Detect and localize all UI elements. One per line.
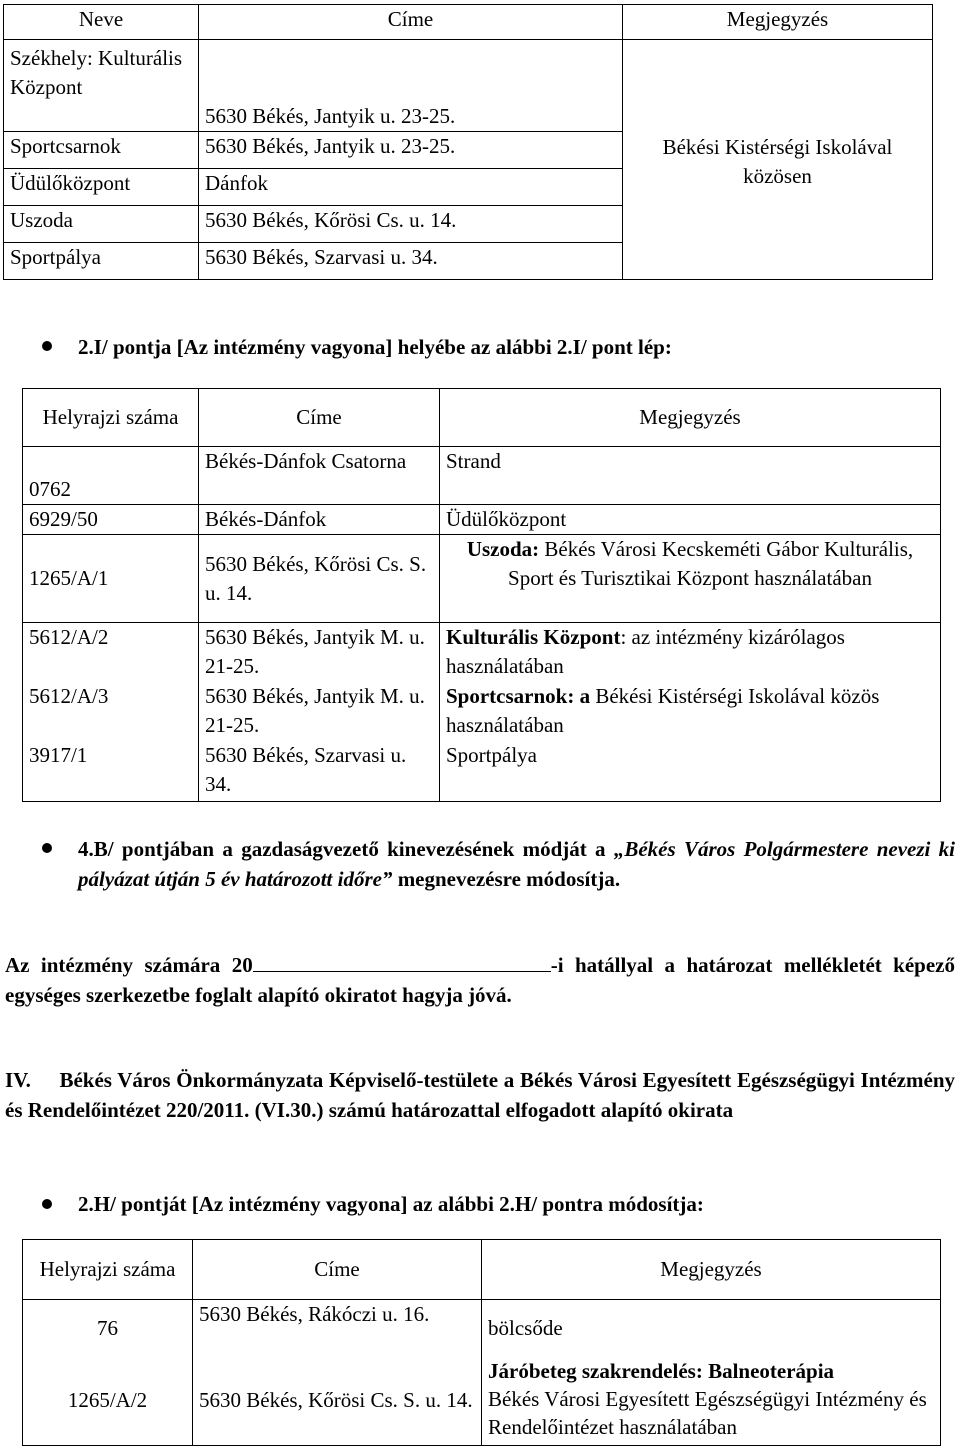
- blank-line: [253, 953, 551, 972]
- approval-paragraph: [5, 950, 955, 1010]
- note-bold: Kulturális Központ: [446, 625, 621, 649]
- bullet-icon: [42, 1199, 52, 1209]
- header-cime: Címe: [193, 1240, 482, 1300]
- row-note: [482, 1357, 941, 1446]
- bullet-text: 2.I/ pontja [Az intézmény vagyona] helyébe az alábbi 2.I/ pont lép:: [78, 335, 672, 359]
- row-note: Üdülőközpont: [440, 505, 941, 535]
- row-name: Sportpálya: [4, 243, 199, 280]
- property-table: [22, 388, 941, 802]
- para-post: -i hatállyal a határozat mellékletét képező egységes szerkezetbe foglalt alapító okiratot hagyja jóvá.: [5, 953, 955, 1007]
- note-bold: Járóbeteg szakrendelés: Balneoterápia: [488, 1358, 835, 1383]
- quoted-text: „Békés Város Polgármestere nevezi ki pályázat útján 5 év határozott időre”: [78, 837, 955, 891]
- row-address: 5630 Békés, Kőrösi Cs. S. u. 14.: [193, 1357, 482, 1446]
- row-note: [440, 535, 941, 623]
- header-cime: Címe: [199, 389, 440, 447]
- row-hrsz: 76: [23, 1300, 193, 1357]
- header-cime: Címe: [199, 5, 623, 40]
- note-bold: Sportcsarnok: a: [446, 683, 591, 708]
- row-hrsz: 6929/50: [23, 505, 199, 535]
- bullet-icon: [42, 843, 52, 853]
- header-helyrajzi: Helyrajzi száma: [23, 389, 199, 447]
- row-address: 5630 Békés, Jantyik u. 23-25.: [199, 132, 623, 169]
- row-note: Strand: [440, 447, 941, 505]
- row-note: Sportpálya: [440, 741, 941, 802]
- row-note: [440, 682, 941, 741]
- note-text: Békés Városi Egyesített Egészségügyi Intézmény és Rendelőintézet használatában: [488, 1386, 927, 1439]
- row-address: 5630 Békés, Kőrösi Cs. S. u. 14.: [199, 535, 440, 623]
- note-text: : az intézmény kizárólagos használatában: [446, 625, 845, 678]
- section-number: IV.: [5, 1068, 31, 1092]
- row-name: Székhely: Kulturális Központ: [4, 40, 199, 132]
- row-hrsz: 1265/A/2: [23, 1357, 193, 1446]
- bullet-text: [78, 834, 955, 894]
- row-address: 5630 Békés, Szarvasi u. 34.: [199, 243, 623, 280]
- row-note: bölcsőde: [482, 1300, 941, 1357]
- row-name: Sportcsarnok: [4, 132, 199, 169]
- row-address: 5630 Békés, Rákóczi u. 16.: [193, 1300, 482, 1357]
- bullet-text-pre: 4.B/ pontjában a gazdaságvezető kinevezésének módját a: [78, 837, 614, 861]
- row-hrsz: 3917/1: [23, 741, 199, 802]
- header-megjegyzes: Megjegyzés: [623, 5, 933, 40]
- bullet-text: 2.H/ pontját [Az intézmény vagyona] az alábbi 2.H/ pontra módosítja:: [78, 1192, 704, 1216]
- section-text: Békés Város Önkormányzata Képviselő-testülete a Békés Városi Egyesített Egészségügyi Intézmény és Rendelőintézet 220/2011. (VI.30.) számú határozattal elfogadott alapító okirata: [5, 1068, 955, 1122]
- section-iv: [5, 1065, 955, 1125]
- facility-table: [3, 4, 933, 280]
- note-text: Békési Kistérségi Iskolával közös használatában: [446, 683, 880, 737]
- row-address: 5630 Békés, Jantyik M. u. 21-25.: [199, 682, 440, 741]
- row-address: Békés-Dánfok Csatorna: [199, 447, 440, 505]
- note-bold: Uszoda:: [466, 537, 540, 561]
- row-hrsz: 5612/A/3: [23, 682, 199, 741]
- header-megjegyzes: Megjegyzés: [482, 1240, 941, 1300]
- row-note: [440, 623, 941, 682]
- row-hrsz: 1265/A/1: [23, 535, 199, 623]
- row-address: Békés-Dánfok: [199, 505, 440, 535]
- para-pre: Az intézmény számára 20: [5, 953, 253, 977]
- row-name: Üdülőközpont: [4, 169, 199, 206]
- bullet-icon: [42, 341, 52, 351]
- header-helyrajzi: Helyrajzi száma: [23, 1240, 193, 1300]
- row-hrsz: 5612/A/2: [23, 623, 199, 682]
- bullet-text-post: megnevezésre módosítja.: [392, 867, 621, 891]
- row-address: 5630 Békés, Jantyik u. 23-25.: [199, 40, 623, 132]
- row-hrsz: 0762: [23, 447, 199, 505]
- property-table-2: [22, 1239, 941, 1446]
- header-neve: Neve: [4, 5, 199, 40]
- row-name: Uszoda: [4, 206, 199, 243]
- row-address: 5630 Békés, Szarvasi u. 34.: [199, 741, 440, 802]
- row-address: 5630 Békés, Kőrösi Cs. u. 14.: [199, 206, 623, 243]
- row-address: Dánfok: [199, 169, 623, 206]
- row-note: Békési Kistérségi Iskolával közösen: [623, 40, 933, 280]
- note-text: Békés Városi Kecskeméti Gábor Kulturális, Sport és Turisztikai Központ használatában: [508, 537, 914, 590]
- row-address: 5630 Békés, Jantyik M. u. 21-25.: [199, 623, 440, 682]
- header-megjegyzes: Megjegyzés: [440, 389, 941, 447]
